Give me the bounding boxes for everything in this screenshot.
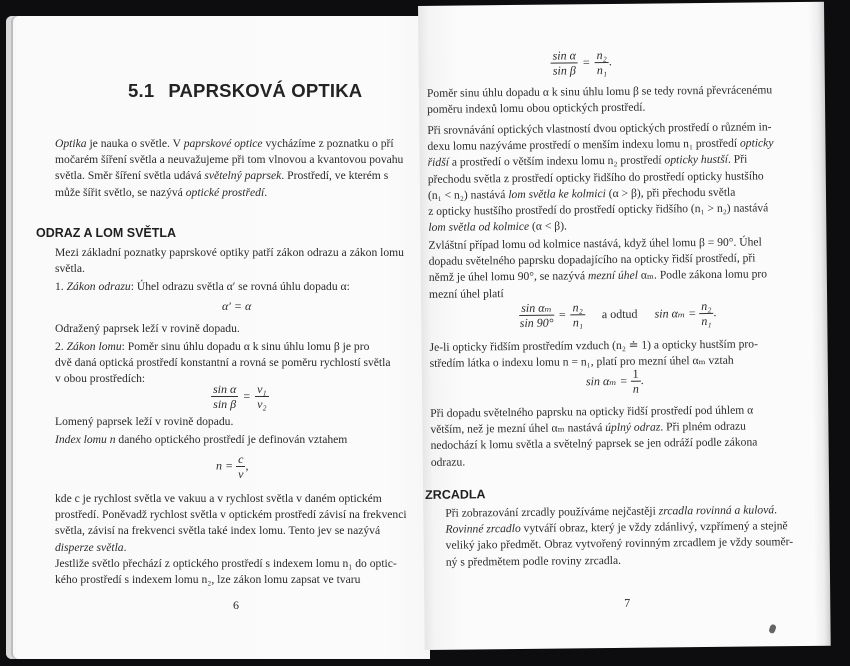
section-title-text: PAPRSKOVÁ OPTIKA	[168, 80, 363, 101]
text-run: . Prostředí, ve kterém s	[281, 169, 389, 183]
text-run: .	[774, 503, 778, 517]
eq-tail: .	[640, 372, 644, 387]
critical-angle-paragraph	[428, 234, 767, 302]
equation-index	[216, 452, 248, 481]
emphasized-term: lom světla od kolmice	[428, 220, 530, 235]
text-run: Zvláštní případ lomu od kolmice nastává, když úhel lomu β = 90°. Úhel	[428, 235, 762, 252]
equation-snell-velocity: $\frac{\text{sin α}}{\text{sin β}}$ = $\frac{\text{v₁}}{\text{v₂}}$	[213, 382, 267, 411]
eq-lhs: sin αₘ =	[585, 373, 628, 389]
text-run: Mezi základní poznatky paprskové optiky patří zákon odrazu a zákon lomu	[55, 246, 404, 259]
text-run: . Při plném odrazu	[660, 419, 747, 434]
text-line	[55, 355, 390, 371]
text-run: poměru indexů lomu obou optických prostředí.	[427, 100, 646, 117]
intro-paragraph	[55, 136, 403, 201]
text-run: močarém šíření světla a neuvažujeme při tom vlnovou a kvantovou povahu	[55, 153, 404, 167]
eq-tail: ,	[245, 458, 249, 473]
text-line	[55, 152, 403, 168]
text-run: prostředí. Poněvadž rychlost světla v optickém prostředí závisí na frekvenci	[55, 508, 407, 522]
emphasized-term: opticky	[739, 136, 774, 150]
eq-tail: .	[608, 54, 612, 69]
eq-den: sin β	[213, 397, 237, 411]
heading-reflection-refraction: ODRAZ A LOM SVĚTLA	[36, 226, 177, 240]
emphasized-term: Index lomu n	[55, 433, 116, 446]
law-of-reflection	[55, 279, 350, 295]
emphasized-term: úplný odraz	[605, 420, 661, 435]
emphasized-term: mezní úhel	[587, 269, 638, 283]
text-run: ný s předmětem podle roviny zrcadla.	[445, 553, 622, 569]
text-run: kde c je rychlost světla ve vakuu a v rychlost světla v daném optickém	[55, 492, 382, 505]
reflected-ray-text: Odražený paprsek leží v rovině dopadu.	[55, 322, 240, 335]
mirrors-paragraph	[445, 502, 793, 570]
eq-den: v₂	[257, 397, 267, 411]
emphasized-term: disperze světla	[55, 540, 124, 554]
text-run: odrazu.	[430, 455, 466, 469]
emphasized-term: lom světla ke kolmici	[508, 186, 606, 201]
ratio-paragraph	[427, 82, 773, 118]
eq-lhs: sin αₘ =	[654, 306, 697, 321]
eq-num: c	[238, 452, 244, 466]
text-run: Poměr sinu úhlu dopadu α k sinu úhlu lomu β se tedy rovná převrácenému	[426, 83, 773, 100]
text-line	[431, 451, 758, 471]
text-run: (α > β), při přechodu světla	[605, 185, 736, 200]
compare-paragraph	[427, 119, 774, 236]
text-run: světla, závisí na frekvenci světla také index lomu. Tento jev se nazývá	[55, 524, 381, 538]
text-run: je nauka o světle. V	[86, 137, 184, 150]
index-definition	[55, 432, 347, 448]
eq-den: sin 90°	[519, 315, 554, 330]
text-line	[55, 136, 403, 152]
dispersion-paragraph	[55, 491, 407, 556]
transition-paragraph	[55, 556, 397, 588]
eq-tail: .	[713, 305, 717, 320]
eq-num: n₂	[699, 299, 713, 314]
text-run: vycházíme z poznatku o pří	[262, 137, 394, 150]
eq-num: sin α	[550, 48, 577, 63]
text-line	[446, 551, 794, 571]
right-page	[418, 2, 831, 650]
eq-den: v	[238, 467, 244, 481]
text-run: (n₁ < n₂) nastává	[427, 187, 509, 202]
text-run: středím látka o indexu lomu n = n₁, platí pro mezní úhel αₘ vztah	[429, 353, 734, 371]
emphasized-term: Zákon lomu	[66, 340, 122, 353]
eq-num: 1	[631, 367, 641, 382]
text-line	[431, 435, 758, 455]
text-run: v obou prostředích:	[55, 372, 146, 386]
page-number: 6	[233, 598, 239, 612]
text-line	[427, 98, 772, 118]
equation-critical-angle: $\frac{\text{sin αₘ}}{\sin 90^\circ}$ = $\frac{\text{n₂}}{\text{n₁}}$ a odtud sin αₘ = $\frac{\text{n₂}}{\text{n₁}}$ .	[519, 298, 717, 330]
text-run: vytváří obraz, který je vždy zdánlivý, vzpřímený a stejně	[520, 519, 788, 536]
text-run: nedochází k lomu světla a světelný paprsek se jen odráží podle zákona	[430, 435, 758, 453]
text-line	[55, 185, 403, 201]
text-run: může šířit světlo, se nazývá	[55, 185, 186, 199]
text-line	[55, 339, 390, 355]
text-run: : Úhel odrazu světla α′ se rovná úhlu dopadu α:	[130, 280, 350, 293]
emphasized-term: Zákon odrazu	[66, 280, 131, 293]
text-run: němž je úhel lomu 90°, se nazývá	[428, 269, 589, 285]
eq-den: n₁	[701, 313, 712, 329]
left-page	[6, 16, 430, 659]
text-line	[55, 523, 407, 539]
text-line	[55, 279, 350, 295]
eq-den: n₁	[596, 63, 608, 78]
text-run: Při srovnávání optických vlastností dvou optických prostředí o různém in-	[427, 120, 772, 137]
text-run: . Při	[727, 152, 748, 167]
text-run: veliký jako předmět. Obraz vytvořený rovinným zrcadlem je vždy souměr-	[445, 535, 794, 553]
total-reflection-paragraph	[430, 402, 757, 470]
text-run: Při dopadu světelného paprsku na opticky řidší prostředí pod úhlem α	[430, 403, 754, 420]
text-run: světla.	[55, 262, 85, 276]
law-of-refraction	[55, 339, 390, 388]
text-run: (α < β).	[529, 219, 567, 234]
page-number: 7	[624, 595, 631, 610]
section-title	[128, 80, 362, 102]
paragraph-basic-laws	[55, 245, 404, 277]
equation-snell-index: $\frac{\text{sin α}}{\text{sin β}}$ = $\frac{\text{n₂}}{\text{n₁}}$ .	[552, 48, 612, 78]
text-run: .	[123, 540, 127, 554]
text-run: mezní úhel platí	[428, 286, 504, 301]
text-run: 2.	[55, 340, 67, 353]
text-run: a prostředí o větším indexu lomu n₂ prostředí	[448, 153, 665, 170]
eq-num: sin α	[213, 382, 237, 396]
text-run: dvě daná optická prostředí konstantní a rovná se poměru rychlostí světla	[55, 356, 391, 370]
text-line	[55, 245, 404, 261]
text-line	[55, 540, 407, 556]
text-run: Je-li opticky řidším prostředím vzduch (n₂ ≐ 1) a opticky hustším pro-	[429, 337, 758, 354]
text-line	[55, 507, 407, 523]
text-line	[55, 168, 403, 184]
text-line	[55, 556, 397, 572]
text-line	[55, 572, 397, 588]
eq-num: v₁	[257, 382, 267, 396]
text-run: : Poměr sinu úhlu dopadu α k sinu úhlu lomu β je pro	[121, 340, 370, 353]
eq-num: n₂	[571, 300, 585, 315]
eq-num: n₂	[595, 48, 609, 63]
text-run: αₘ. Podle zákona lomu pro	[637, 267, 768, 283]
text-run: světla. Směr šíření světla udává	[55, 169, 205, 183]
eq-den: sin β	[552, 63, 576, 78]
eq-den: n	[632, 381, 639, 396]
section-number: 5.1	[128, 80, 155, 101]
emphasized-term: zrcadla rovinná a kulová	[658, 503, 775, 518]
text-run: daného optického prostředí je definován vztahem	[115, 433, 348, 446]
ink-smudge	[768, 624, 777, 634]
eq-den: n₁	[572, 315, 584, 330]
eq-num: sin αₘ	[519, 301, 554, 316]
text-run: dexu lomu nazýváme prostředí o menším indexu lomu n₁ prostředí	[427, 136, 741, 154]
emphasized-term: řidší	[427, 156, 449, 170]
emphasized-term: optické prostředí	[185, 185, 265, 199]
text-run: 1.	[55, 280, 67, 293]
text-run: z opticky hustšího prostředí do prostředí opticky řidšího (n₁ > n₂) nastává	[428, 201, 769, 218]
emphasized-term: opticky hustší	[664, 153, 729, 167]
heading-mirrors: ZRCADLA	[425, 487, 486, 502]
text-run: dopadu světelného paprsku dopadajícího na opticky řidší prostředí, při	[428, 251, 756, 269]
text-line	[55, 432, 347, 448]
emphasized-term: Optika	[55, 137, 87, 150]
emphasized-term: paprskové optice	[183, 137, 263, 150]
emphasized-term: Rovinné zrcadlo	[445, 522, 521, 536]
text-run: kého prostředí s indexem lomu n₂, lze zákon lomu zapsat ve tvaru	[55, 573, 361, 587]
text-run: větším, než je mezní úhel αₘ nastává	[430, 421, 606, 437]
text-run: přechodu světla z prostředí opticky řidšího do prostředí opticky hustšího	[427, 168, 764, 186]
emphasized-term: světelný paprsek	[204, 169, 282, 183]
equation-critical-air	[586, 367, 644, 397]
text-line	[428, 217, 774, 237]
text-line	[55, 491, 407, 507]
text-run: .	[264, 185, 268, 199]
refracted-ray-text: Lomený paprsek leží v rovině dopadu.	[55, 415, 234, 428]
text-line	[55, 261, 404, 277]
eq-lhs: n =	[216, 458, 234, 473]
equation-reflection: α′ = α	[222, 299, 252, 313]
text-run: Při zobrazování zrcadly používáme nejčastěji	[445, 504, 659, 520]
text-run: Jestliže světlo přechází z optického prostředí s indexem lomu n₁ do optic-	[55, 557, 397, 570]
eq-connector: a odtud	[601, 306, 638, 322]
